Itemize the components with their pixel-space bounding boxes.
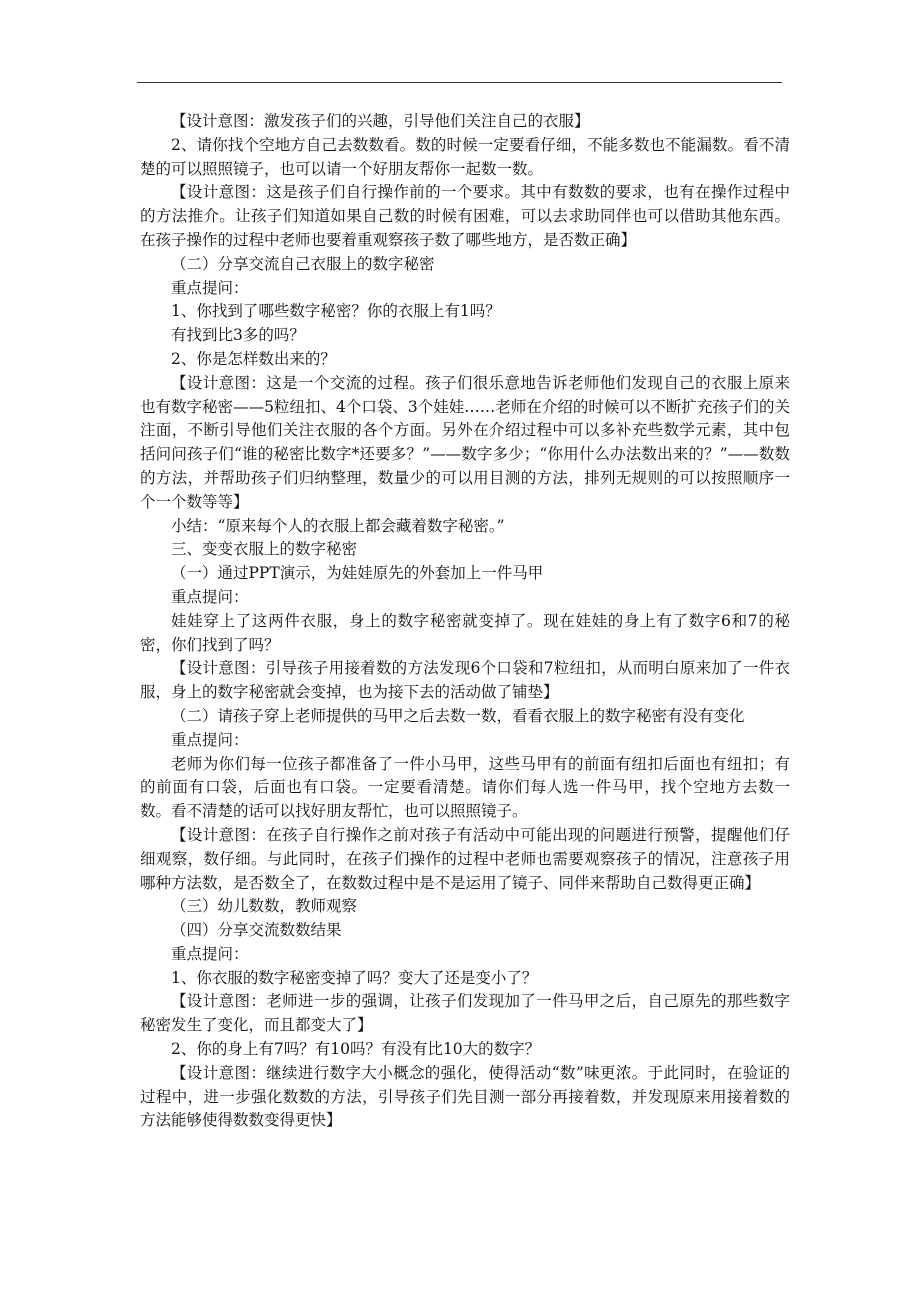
paragraph: 有找到比3多的吗？ — [171, 326, 305, 345]
paragraph: 【设计意图：这是孩子们自行操作前的一个要求。其中有数数的要求，也有在操作过程中的方法推介。让孩子们知道如果自己数的时候有困难，可以去求助同伴也可以借助其他东西。在孩子操作的过程中老师也要着重观察孩子数了哪些地方，是否数正确】 — [140, 183, 790, 249]
paragraph: 2、请你找个空地方自己去数数看。数的时候一定要看仔细，不能多数也不能漏数。看不清楚的可以照照镜子，也可以请一个好朋友帮你一起数一数。 — [140, 135, 790, 178]
paragraph: （一）通过PPT演示，为娃娃原先的外套加上一件马甲 — [171, 564, 544, 583]
paragraph: 重点提问： — [171, 587, 249, 606]
paragraph: 2、你的身上有7吗？有10吗？有没有比10大的数字？ — [171, 1040, 541, 1059]
paragraph: （二）分享交流自己衣服上的数字秘密 — [171, 254, 435, 273]
paragraph: 1、你衣服的数字秘密变掉了吗？变大了还是变小了？ — [171, 968, 538, 987]
paragraph: 重点提问： — [171, 944, 249, 963]
paragraph: （二）请孩子穿上老师提供的马甲之后去数一数，看看衣服上的数字秘密有没有变化 — [171, 706, 745, 725]
paragraph: （三）幼儿数数，教师观察 — [171, 897, 358, 916]
paragraph: 【设计意图：老师进一步的强调，让孩子们发现加了一件马甲之后，自己原先的那些数字秘密发生了变化，而且都变大了】 — [140, 992, 790, 1035]
paragraph: 1、你找到了哪些数字秘密？你的衣服上有1吗？ — [171, 302, 501, 321]
header-rule — [137, 82, 782, 83]
paragraph: 老师为你们每一位孩子都准备了一件小马甲，这些马甲有的前面有纽扣后面也有纽扣；有的前面有口袋，后面也有口袋。一定要看清楚。请你们每人选一件马甲，找个空地方去数一数。看不清楚的话可以找好朋友帮忙，也可以照照镜子。 — [140, 754, 790, 821]
paragraph: 【设计意图：继续进行数字大小概念的强化，使得活动“数”味更浓。于此同时，在验证的过程中，进一步强化数数的方法，引导孩子们先目测一部分再接着数，并发现原来用接着数的方法能够使得数数变得更快】 — [140, 1063, 790, 1130]
paragraph: 【设计意图：激发孩子们的兴趣，引导他们关注自己的衣服】 — [171, 112, 590, 130]
paragraph: 【设计意图：这是一个交流的过程。孩子们很乐意地告诉老师他们发现自己的衣服上原来也有数字秘密——5粒纽扣、4个口袋、3个娃娃……老师在介绍的时候可以不断扩充孩子们的关注面，不断引导他们关注衣服的各个方面。另外在介绍过程中可以多补充些数学元素，其中包括问问孩子们“谁的秘密比数字*还要多？”——数字多少；“你用什么办法数出来的？”——数数的方法，并帮助孩子们归纳整理，数量少的可以用目测的方法，排列无规则的可以按照顺序一个一个数等等】 — [140, 373, 790, 511]
document-body — [140, 110, 790, 1133]
paragraph: 小结：“原来每个人的衣服上都会藏着数字秘密。” — [171, 516, 505, 535]
paragraph: 【设计意图：引导孩子用接着数的方法发现6个口袋和7粒纽扣，从而明白原来加了一件衣服，身上的数字秘密就会变掉，也为接下去的活动做了铺垫】 — [140, 659, 790, 702]
paragraph: 娃娃穿上了这两件衣服，身上的数字秘密就变掉了。现在娃娃的身上有了数字6和7的秘密，你们找到了吗？ — [140, 611, 790, 654]
paragraph: 重点提问： — [171, 730, 249, 749]
paragraph: 三、变变衣服上的数字秘密 — [171, 540, 358, 559]
paragraph: （四）分享交流数数结果 — [171, 921, 342, 940]
paragraph: 2、你是怎样数出来的？ — [171, 349, 336, 368]
paragraph: 【设计意图：在孩子自行操作之前对孩子有活动中可能出现的问题进行预警，提醒他们仔细观察，数仔细。与此同时，在孩子们操作的过程中老师也需要观察孩子的情况，注意孩子用哪种方法数，是否数全了，在数数过程中是不是运用了镜子、同伴来帮助自己数得更正确】 — [140, 825, 790, 892]
paragraph: 重点提问： — [171, 278, 249, 297]
